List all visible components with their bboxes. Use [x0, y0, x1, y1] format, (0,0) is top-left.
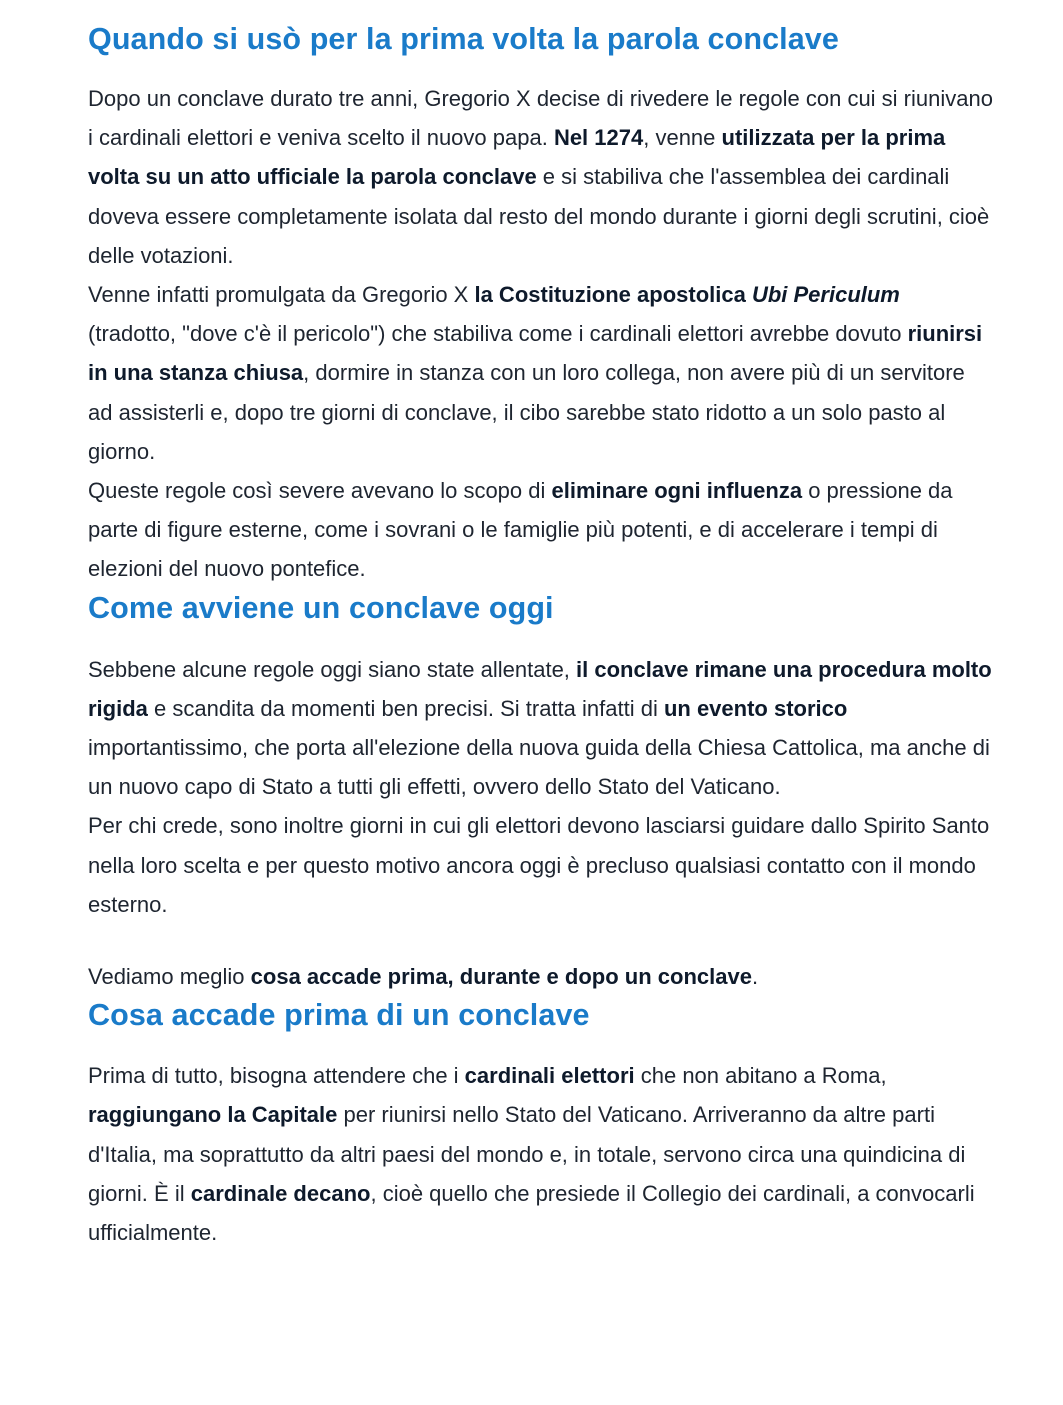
paragraph [88, 957, 993, 996]
bold-text: utilizzata per la prima volta su un atto ufficiale la parola conclave [88, 125, 946, 190]
paragraph [88, 79, 993, 275]
text: Dopo un conclave durato tre anni, Gregorio X decise di rivedere le regole con cui si riunivano i cardinali elettori e veniva scelto il nuovo papa. [88, 86, 993, 151]
bold-text: Nel 1274 [553, 125, 644, 151]
paragraph-spacer [88, 924, 993, 957]
section-title-conclave-today: Come avviene un conclave oggi [88, 590, 554, 625]
paragraph [88, 650, 993, 807]
text: Per chi crede, sono inoltre giorni in cui gli elettori devono lasciarsi guidare dallo Spirito Santo nella loro scelta e per questo motivo ancora oggi è precluso qualsiasi contatto con il mondo esterno. [88, 813, 990, 917]
bold-text: cardinali elettori [464, 1063, 635, 1089]
text: Queste regole così severe avevano lo scopo di [88, 478, 552, 504]
section-title-before-conclave: Cosa accade prima di un conclave [88, 998, 590, 1033]
text: , dormire in stanza con un loro collega, non avere più di un servitore ad assisterli e, dopo tre giorni di conclave, il cibo sarebbe stato ridotto a un solo pasto al giorno. [88, 360, 965, 464]
text: Vediamo meglio [88, 964, 251, 990]
text: Sebbene alcune regole oggi siano state allentate, [88, 656, 577, 682]
text: . [751, 964, 759, 990]
text: Venne infatti promulgata da Gregorio X [88, 282, 475, 308]
bold-text: raggiungano la Capitale [88, 1102, 338, 1128]
bold-text: riunirsi in una stanza chiusa [88, 321, 983, 386]
text: (tradotto, "dove c'è il pericolo") che stabiliva come i cardinali elettori avrebbe dovuto [88, 321, 908, 347]
paragraph [88, 1056, 993, 1252]
text: e si stabiliva che l'assemblea dei cardinali doveva essere completamente isolata dal resto del mondo durante i giorni degli scrutini, cioè delle votazioni. [88, 164, 990, 268]
bold-text: cosa accade prima, durante e dopo un conclave [250, 964, 752, 990]
text: e scandita da momenti ben precisi. Si tratta infatti di [147, 695, 664, 721]
text: Prima di tutto, bisogna attendere che i [88, 1063, 465, 1089]
text: o pressione da parte di figure esterne, come i sovrani o le famiglie più potenti, e di accelerare i tempi di elezioni del nuovo pontefice. [88, 478, 953, 582]
bold-text: eliminare ogni influenza [551, 478, 803, 504]
text: per riunirsi nello Stato del Vaticano. Arriveranno da altre parti d'Italia, ma soprattutto da altri paesi del mondo e, in totale, servono circa una quindicina di giorni. È il [88, 1102, 966, 1206]
text: che non abitano a Roma, [634, 1063, 887, 1089]
paragraph [88, 275, 993, 471]
section-title-first-use-of-word-conclave: Quando si usò per la prima volta la parola conclave [88, 22, 839, 56]
text: importantissimo, che porta all'elezione della nuova guida della Chiesa Cattolica, ma anche di un nuovo capo di Stato a tutti gli effetti, ovvero dello Stato del Vaticano. [88, 735, 990, 800]
bold-text: la Costituzione apostolica [474, 282, 752, 308]
bold-text: il conclave rimane una procedura molto rigida [88, 656, 992, 721]
bold-text: un evento storico [663, 695, 848, 721]
text: , venne [643, 125, 722, 151]
bold-text: cardinale decano [190, 1180, 371, 1206]
paragraph [88, 806, 993, 924]
text: , cioè quello che presiede il Collegio dei cardinali, a convocarli ufficialmente. [88, 1180, 975, 1246]
bold-italic-text: Ubi Periculum [751, 282, 900, 308]
paragraph [88, 471, 993, 589]
